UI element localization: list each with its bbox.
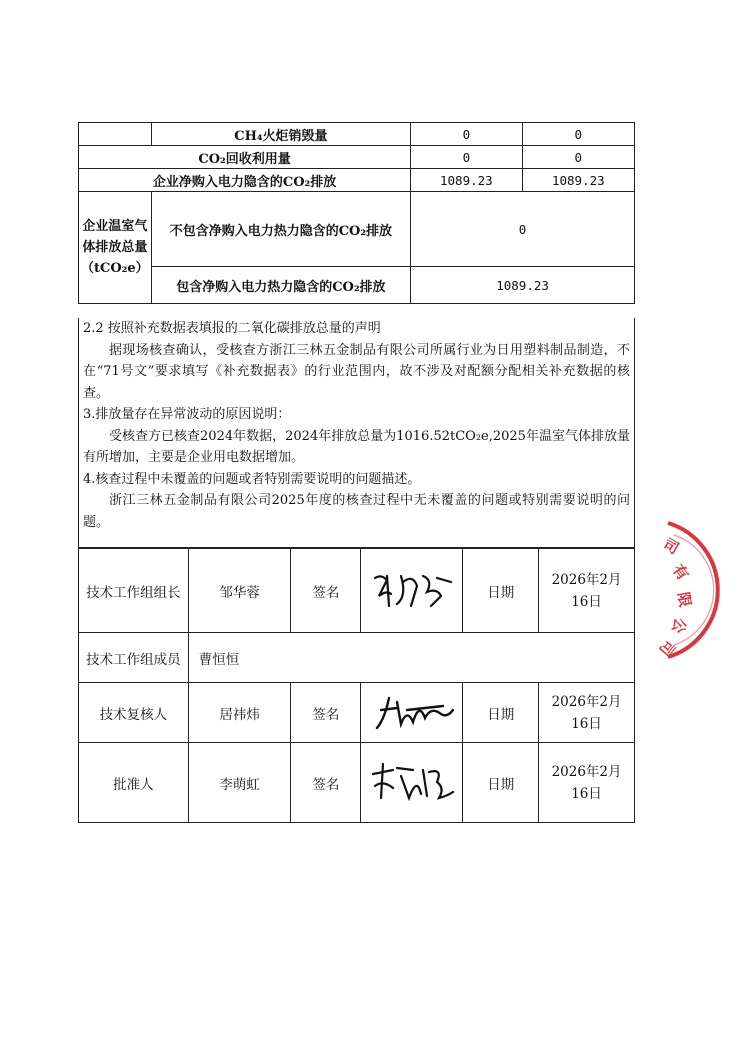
person-name: 李萌虹 [188, 743, 291, 823]
statement-section [78, 318, 635, 548]
role-label: 技术复核人 [79, 683, 189, 743]
table-row [79, 267, 635, 304]
signature-cell [361, 549, 463, 633]
handwritten-signature [367, 566, 457, 612]
svg-text:司: 司 [655, 636, 679, 660]
section-heading: 4.核查过程中未覆盖的问题或者特别需要说明的问题描述。 [83, 471, 421, 487]
role-label: 批准人 [79, 743, 189, 823]
value-2024: 0 [522, 146, 634, 169]
table-row [79, 743, 635, 823]
table-row [79, 123, 635, 146]
role-label: 技术工作组组长 [79, 549, 189, 633]
section-paragraph: 受核查方已核查2024年数据，2024年排放总量为1016.52tCO₂e,2025年温室气体排放量有所增加，主要是企业用电数据增加。 [83, 428, 630, 465]
date-label: 日期 [463, 683, 539, 743]
blank-cell [79, 123, 152, 146]
row-label: CO₂回收利用量 [79, 146, 411, 169]
person-name: 邹华蓉 [188, 549, 291, 633]
total-row-label: 包含净购入电力热力隐含的CO₂排放 [151, 267, 410, 304]
value-2024: 1089.23 [522, 169, 634, 192]
section-heading: 3.排放量存在异常波动的原因说明： [83, 407, 291, 422]
person-name: 曹恒恒 [188, 633, 634, 683]
row-label: 企业净购入电力隐含的CO₂排放 [79, 169, 411, 192]
handwritten-signature [367, 758, 457, 804]
date-label: 日期 [463, 549, 539, 633]
total-value: 0 [411, 192, 635, 267]
total-label: 企业温室气体排放总量（tCO₂e） [79, 192, 152, 304]
date-value: 2026年2月16日 [539, 683, 635, 743]
svg-text:限: 限 [674, 590, 695, 609]
sign-label: 签名 [291, 683, 361, 743]
sign-label: 签名 [291, 549, 361, 633]
value-2025: 0 [411, 146, 522, 169]
table-row [79, 683, 635, 743]
section-paragraph: 据现场核查确认，受核查方浙江三林五金制品有限公司所属行业为日用塑料制品制造，不在“71号文”要求填写《补充数据表》的行业范围内，故不涉及对配额分配相关补充数据的核查。 [83, 342, 630, 401]
role-label: 技术工作组成员 [79, 633, 189, 683]
table-row [79, 146, 635, 169]
sign-label: 签名 [291, 743, 361, 823]
date-label: 日期 [463, 743, 539, 823]
signature-cell [361, 743, 463, 823]
table-row [79, 633, 635, 683]
total-value: 1089.23 [411, 267, 635, 304]
table-row [79, 169, 635, 192]
person-name: 居祎炜 [188, 683, 291, 743]
total-row-label: 不包含净购入电力热力隐含的CO₂排放 [151, 192, 410, 267]
svg-text:公: 公 [668, 615, 690, 636]
date-value: 2026年2月16日 [539, 743, 635, 823]
emission-table [78, 122, 635, 304]
svg-text:有: 有 [668, 560, 693, 584]
date-value: 2026年2月16日 [539, 549, 635, 633]
signature-cell [361, 683, 463, 743]
value-2025: 1089.23 [411, 169, 522, 192]
table-row [79, 192, 635, 267]
row-label: CH₄火炬销毁量 [151, 123, 410, 146]
handwritten-signature [367, 688, 457, 734]
svg-text:司: 司 [660, 534, 683, 558]
section-paragraph: 浙江三林五金制品有限公司2025年度的核查过程中无未覆盖的问题或特别需要说明的问题。 [83, 493, 630, 530]
value-2025: 0 [411, 123, 522, 146]
signoff-table [78, 548, 635, 823]
table-row [79, 549, 635, 633]
section-heading: 2.2 按照补充数据表填报的二氧化碳排放总量的声明 [83, 321, 381, 336]
value-2024: 0 [522, 123, 634, 146]
company-seal-stamp [648, 515, 750, 665]
